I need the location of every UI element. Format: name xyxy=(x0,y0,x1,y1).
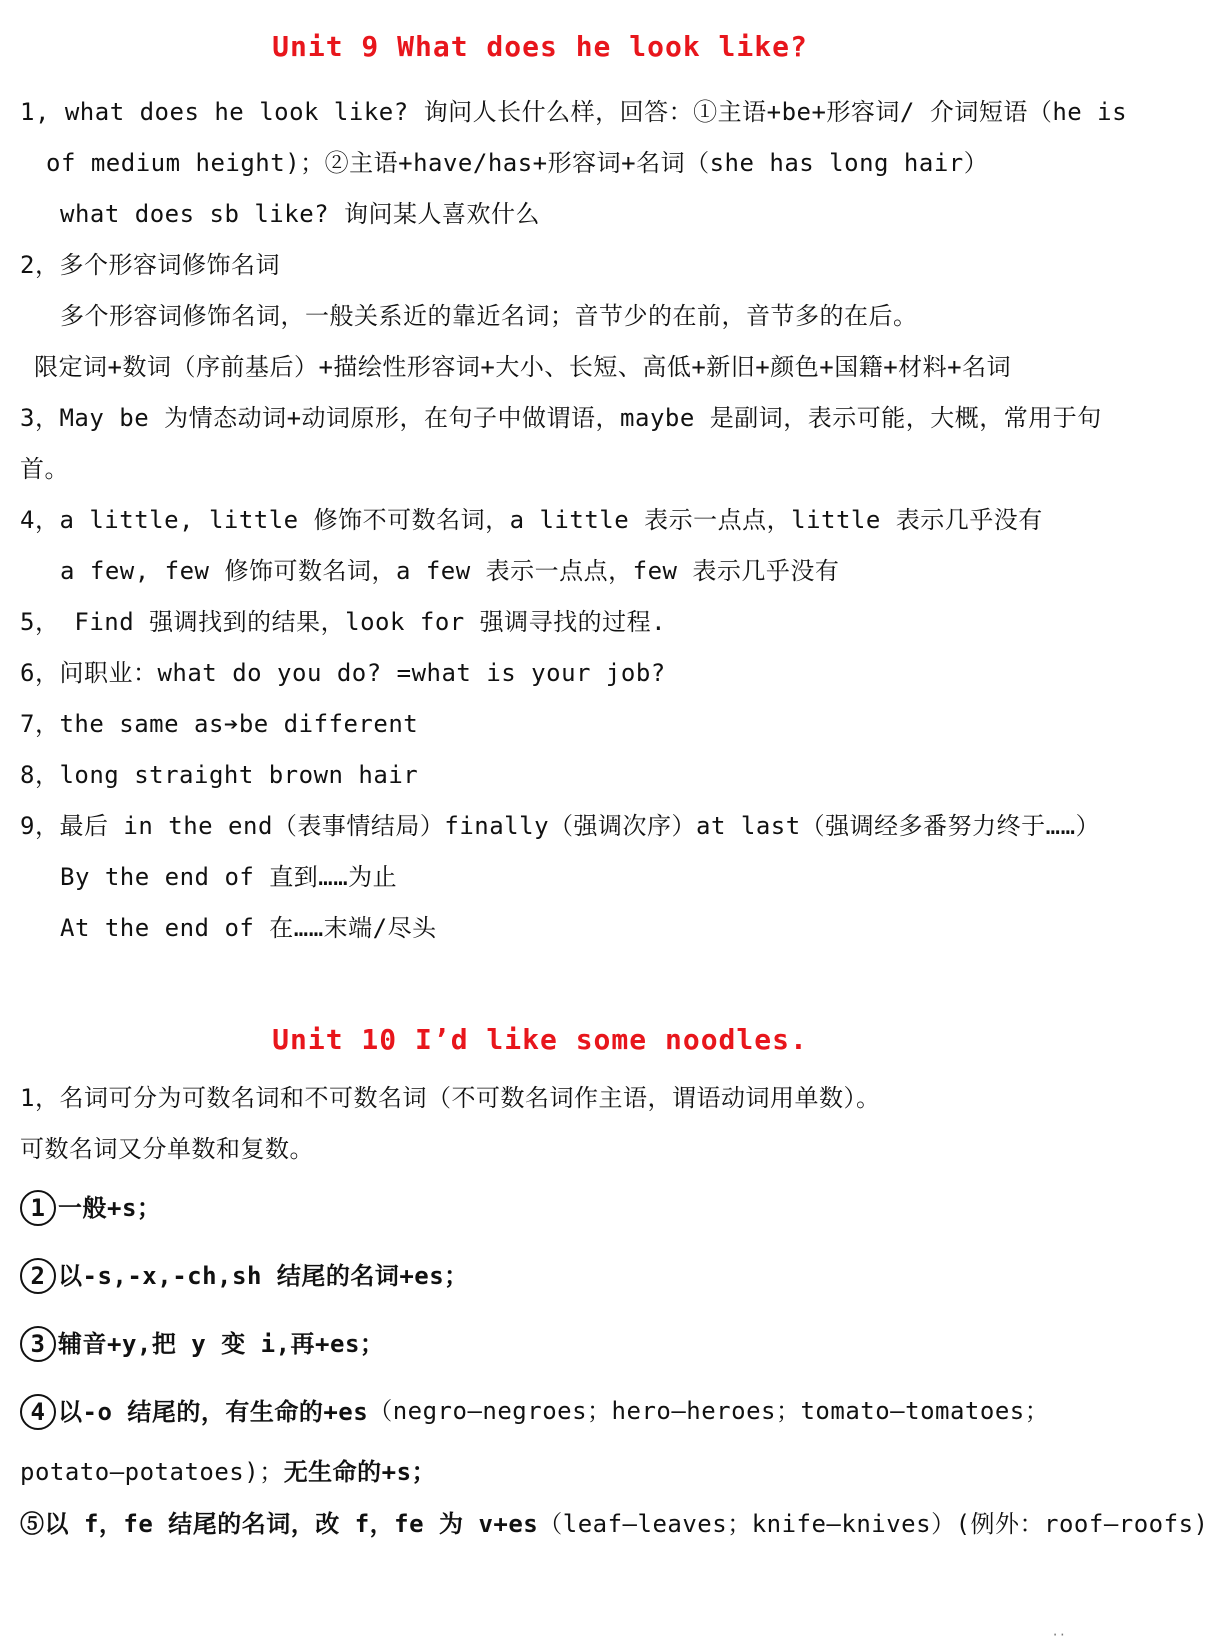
plural-rule-4-continued xyxy=(20,1457,436,1487)
unit9-title: Unit 9 What does he look like? xyxy=(272,30,808,63)
unit9-line-12: 6，问职业：what do you do? =what is your job? xyxy=(20,659,666,687)
unit10-title: Unit 10 I’d like some noodles. xyxy=(272,1023,808,1056)
unit9-line-11: 5， Find 强调找到的结果，look for 强调寻找的过程. xyxy=(20,608,667,636)
plural-rule-2-text: 以-s,-x,-ch,sh 结尾的名词+es； xyxy=(58,1262,469,1290)
plural-rule-5-bold: ⑤以 f，fe 结尾的名词，改 f，fe 为 v+es xyxy=(20,1510,539,1538)
plural-rule-1 xyxy=(20,1190,161,1226)
unit9-line-5: 多个形容词修饰名词，一般关系近的靠近名词；音节少的在前，音节多的在后。 xyxy=(60,302,918,330)
unit9-line-8: 首。 xyxy=(20,455,69,483)
unit9-line-7: 3，May be 为情态动词+动词原形，在句子中做谓语，maybe 是副词，表示可能，大概，常用于句 xyxy=(20,404,1102,432)
unit10-intro-2: 可数名词又分单数和复数。 xyxy=(20,1135,314,1163)
unit9-line-14: 8，long straight brown hair xyxy=(20,761,419,789)
plural-rule-4-examples: （negro—negroes；hero—heroes；tomato—tomatoes； xyxy=(368,1397,1050,1425)
plural-rule-4-bold: 以-o 结尾的，有生命的+es xyxy=(58,1398,369,1426)
plural-rule-2 xyxy=(20,1258,469,1294)
unit9-line-10: a few, few 修饰可数名词，a few 表示一点点，few 表示几乎没有 xyxy=(60,557,840,585)
unit9-line-1: 1, what does he look like? 询问人长什么样，回答：①主语+be+形容词/ 介词短语（he is xyxy=(20,98,1128,126)
circled-number-2: 2 xyxy=(20,1258,56,1294)
plural-rule-4 xyxy=(20,1394,1049,1430)
circled-number-3: 3 xyxy=(20,1326,56,1362)
plural-rule-4-cont-bold: 无生命的+s； xyxy=(283,1458,437,1486)
unit10-intro-1: 1，名词可分为可数名词和不可数名词（不可数名词作主语，谓语动词用单数）。 xyxy=(20,1084,881,1112)
unit9-line-3: what does sb like? 询问某人喜欢什么 xyxy=(60,200,541,228)
plural-rule-3-text: 辅音+y,把 y 变 i,再+es； xyxy=(58,1330,385,1358)
plural-rule-4-cont-examples: potato—potatoes)； xyxy=(20,1458,284,1486)
plural-rule-3 xyxy=(20,1326,384,1362)
circled-number-1: 1 xyxy=(20,1190,56,1226)
unit9-line-17: At the end of 在……末端/尽头 xyxy=(60,914,437,942)
unit9-line-9: 4，a little, little 修饰不可数名词，a little 表示一点点，little 表示几乎没有 xyxy=(20,506,1043,534)
plural-rule-1-text: 一般+s； xyxy=(58,1194,162,1222)
unit9-line-4: 2，多个形容词修饰名词 xyxy=(20,251,280,279)
unit9-line-13: 7，the same as➔be different xyxy=(20,710,419,738)
circled-number-4: 4 xyxy=(20,1394,56,1430)
plural-rule-5 xyxy=(20,1509,1208,1539)
unit9-line-6: 限定词+数词（序前基后）+描绘性形容词+大小、长短、高低+新旧+颜色+国籍+材料+名词 xyxy=(34,353,1012,381)
plural-rule-5-examples: （leaf—leaves；knife—knives）(例外：roof—roofs) xyxy=(538,1510,1208,1538)
corner-mark: ·· xyxy=(1051,1628,1066,1642)
unit9-line-15: 9，最后 in the end（表事情结局）finally（强调次序）at last（强调经多番努力终于……） xyxy=(20,812,1101,840)
unit9-line-2: of medium height)；②主语+have/has+形容词+名词（she has long hair） xyxy=(46,149,989,177)
unit9-line-16: By the end of 直到……为止 xyxy=(60,863,398,891)
